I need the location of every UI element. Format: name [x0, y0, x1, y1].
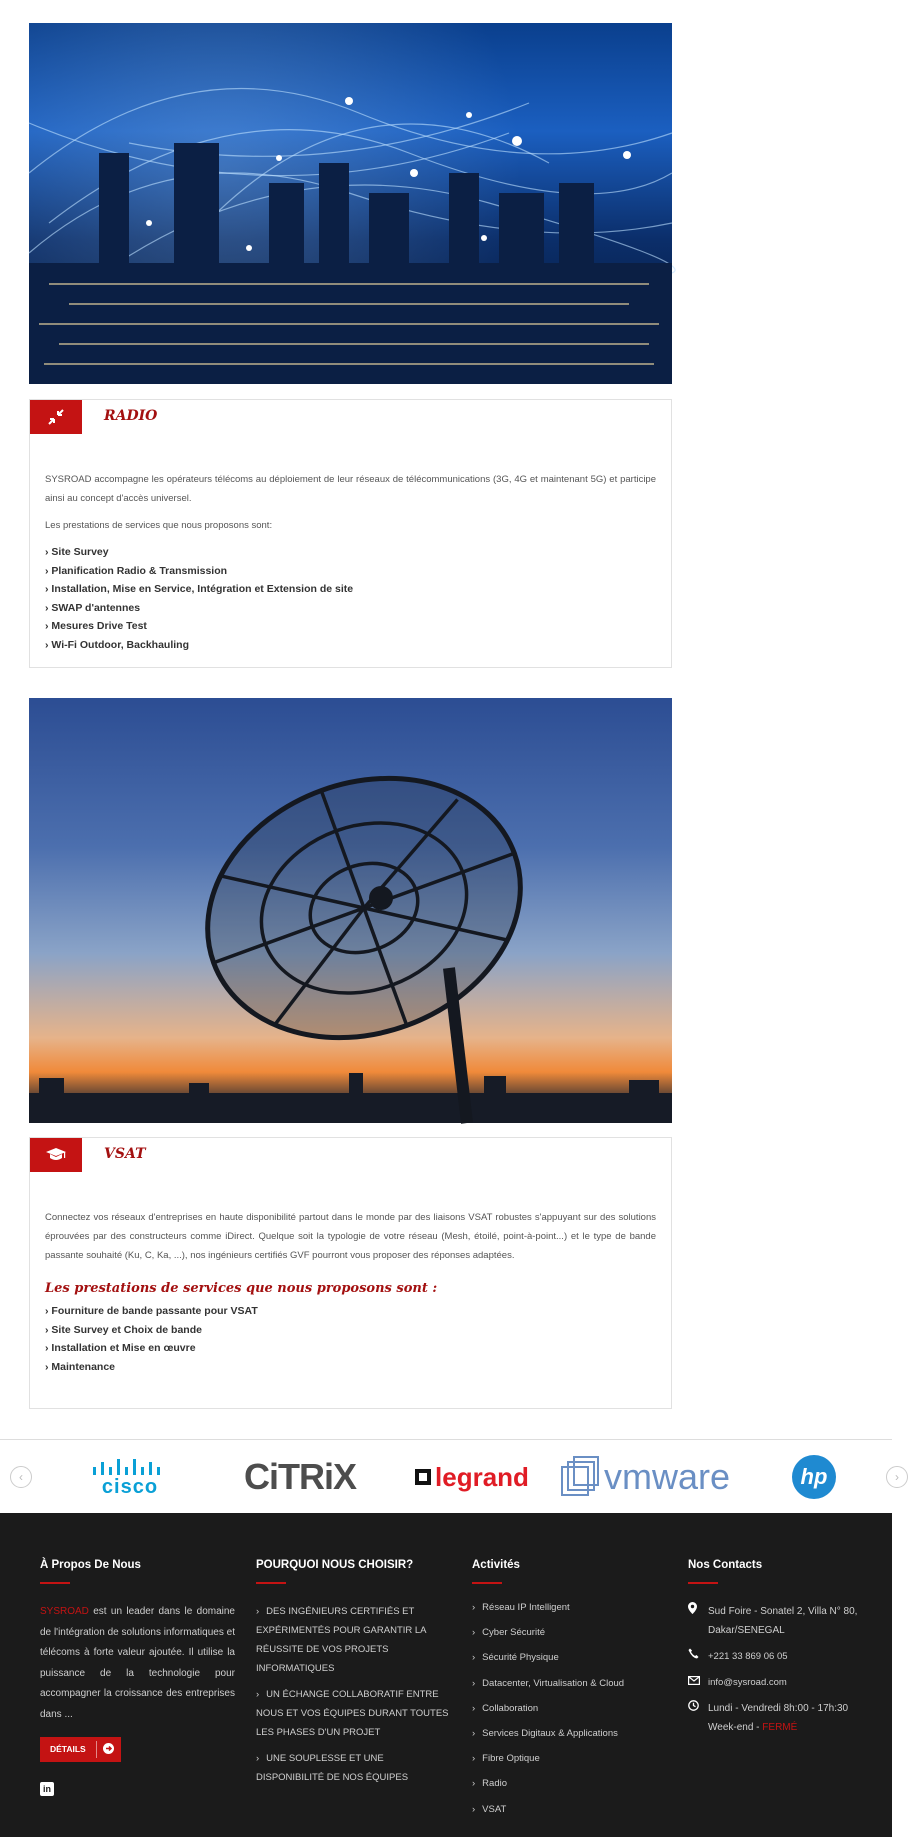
- list-item: › Site Survey et Choix de bande: [45, 1323, 202, 1336]
- heading-underline: [688, 1582, 718, 1584]
- weekend-status: FERMÉ: [762, 1722, 798, 1733]
- radio-services-intro: Les prestations de services que nous proposons sont:: [45, 520, 273, 531]
- details-button[interactable]: DÉTAILS: [40, 1737, 121, 1762]
- carousel-prev-button[interactable]: ‹: [10, 1466, 32, 1488]
- radio-card: [29, 399, 672, 668]
- linkedin-icon[interactable]: in: [40, 1782, 54, 1796]
- vsat-subtitle: Les prestations de services que nous proposons sont :: [45, 1281, 438, 1296]
- activity-link[interactable]: › Sécurité Physique: [472, 1652, 559, 1664]
- activity-link[interactable]: › Fibre Optique: [472, 1753, 540, 1765]
- list-item: › UN ÉCHANGE COLLABORATIF ENTRE NOUS ET VOS ÉQUIPES DURANT TOUTES LES PHASES D'UN PROJET: [256, 1689, 449, 1738]
- list-item: › Maintenance: [45, 1360, 116, 1373]
- about-heading: À Propos De Nous: [40, 1559, 141, 1571]
- carousel-next-button[interactable]: ›: [886, 1466, 908, 1488]
- activity-link[interactable]: › Réseau IP Intelligent: [472, 1602, 570, 1613]
- heading-underline: [472, 1582, 502, 1584]
- list-item: › Fourniture de bande passante pour VSAT: [45, 1305, 258, 1317]
- compress-icon: [30, 400, 82, 434]
- contact-hours: Lundi - Vendredi 8h:00 - 17h:30 Week-end - FERMÉ: [688, 1699, 868, 1737]
- about-text: SYSROAD est un leader dans le domaine de l'intégration de solutions informatiques et télécoms à forte valeur ajoutée. Il utilise la puissance de la technologie pour accompagner la croissance des entreprises dans ...: [40, 1606, 235, 1720]
- vsat-title: VSAT: [104, 1146, 146, 1162]
- list-item: › Mesures Drive Test: [45, 620, 147, 632]
- footer-contacts: [688, 1559, 868, 1744]
- contacts-heading: Nos Contacts: [688, 1559, 763, 1571]
- legrand-logo[interactable]: legrand: [408, 1454, 536, 1500]
- clock-icon: [688, 1699, 708, 1737]
- footer: [0, 1513, 892, 1837]
- footer-why: [256, 1559, 451, 1794]
- radio-title: RADIO: [104, 408, 158, 424]
- why-heading: POURQUOI NOUS CHOISIR?: [256, 1559, 414, 1571]
- footer-activities: [472, 1559, 624, 1829]
- heading-underline: [40, 1582, 70, 1584]
- citrix-logo[interactable]: CiTRiX: [243, 1456, 356, 1497]
- heading-underline: [256, 1582, 286, 1584]
- list-item: › Planification Radio & Transmission: [45, 564, 228, 577]
- radio-intro: SYSROAD accompagne les opérateurs télécoms au déploiement de leur réseaux de télécommunications (3G, 4G et maintenant 5G) et participe ainsi au concept d'accès universel.: [45, 474, 656, 504]
- activity-link[interactable]: › Services Digitaux & Applications: [472, 1727, 618, 1739]
- arrow-circle-right-icon: [97, 1743, 121, 1756]
- activity-link[interactable]: › Cyber Sécurité: [472, 1627, 546, 1639]
- vsat-intro: Connectez vos réseaux d'entreprises en haute disponibilité partout dans le monde par des liaisons VSAT robustes s'appuyant sur des solutions éprouvées par des constructeurs comme iDirect. Quelque soit la typologie de votre réseau (Mesh, étoilé, point-à-point...) et le type de bande passante souhaité (Ku, C, Ka, ...), nos ingénieurs certifiés GVF pourront vous proposer des réponses adaptées.: [45, 1212, 656, 1261]
- hp-logo[interactable]: hp: [790, 1454, 838, 1500]
- list-item: › DES INGÉNIEURS CERTIFIÉS ET EXPÉRIMENTÉS POUR GARANTIR LA RÉUSSITE DE VOS PROJETS INFORMATIQUES: [256, 1606, 426, 1674]
- partners-carousel: [0, 1439, 899, 1513]
- brand-link[interactable]: SYSROAD: [40, 1606, 89, 1617]
- phone-icon: [688, 1647, 708, 1666]
- list-item: › Wi-Fi Outdoor, Backhauling: [45, 638, 189, 651]
- list-item: › Installation et Mise en œuvre: [45, 1342, 196, 1354]
- contact-phone[interactable]: +221 33 869 06 05: [688, 1647, 868, 1666]
- list-item: › Installation, Mise en Service, Intégration et Extension de site: [45, 583, 354, 595]
- map-pin-icon: [688, 1602, 708, 1640]
- activity-link[interactable]: › Datacenter, Virtualisation & Cloud: [472, 1677, 625, 1689]
- vsat-dish-image: [29, 698, 672, 1123]
- list-item: › UNE SOUPLESSE ET UNE DISPONIBILITÉ DE NOS ÉQUIPES: [256, 1753, 409, 1783]
- list-item: › SWAP d'antennes: [45, 601, 141, 614]
- list-item: › Site Survey: [45, 546, 109, 558]
- cisco-logo[interactable]: cisco: [88, 1454, 172, 1500]
- radio-network-image: [29, 23, 672, 384]
- graduation-cap-icon: [30, 1138, 82, 1172]
- activity-link[interactable]: › Radio: [472, 1778, 507, 1790]
- vsat-card: [29, 1137, 672, 1409]
- contact-email[interactable]: info@sysroad.com: [688, 1673, 868, 1692]
- footer-about: [40, 1559, 235, 1796]
- activity-link[interactable]: › VSAT: [472, 1803, 507, 1815]
- vmware-logo[interactable]: vmware: [564, 1454, 726, 1500]
- activities-heading: Activités: [472, 1559, 520, 1571]
- activity-link[interactable]: › Collaboration: [472, 1702, 539, 1714]
- contact-address: Sud Foire - Sonatel 2, Villa N° 80, Dakar/SENEGAL: [688, 1602, 868, 1640]
- envelope-icon: [688, 1673, 708, 1692]
